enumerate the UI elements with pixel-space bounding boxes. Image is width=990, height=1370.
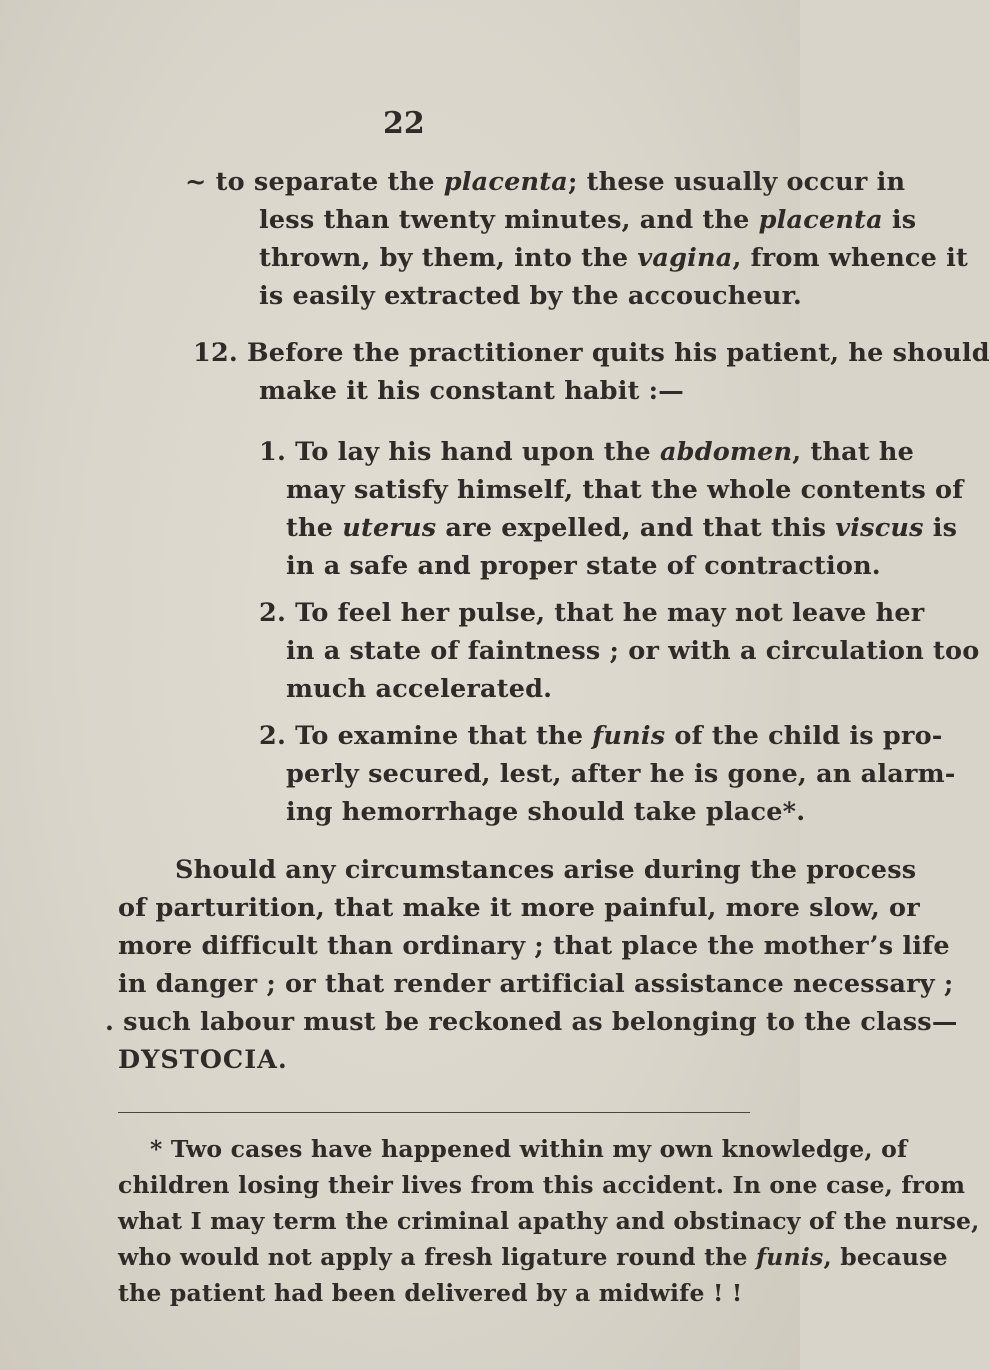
text-segment: ; these usually occur in — [567, 167, 906, 197]
text-line — [259, 205, 917, 235]
text-segment: is — [882, 205, 917, 235]
text-line — [259, 721, 943, 751]
text-line: 2. To feel her pulse, that he may not leave her — [259, 598, 925, 628]
text-line — [259, 437, 915, 467]
text-segment: , that he — [792, 437, 915, 467]
text-segment: thrown, by them, into the — [259, 243, 638, 273]
text-line: perly secured, lest, after he is gone, an alarm- — [286, 759, 956, 789]
text-line: in a safe and proper state of contraction. — [286, 551, 881, 581]
footnote-line: children losing their lives from this accident. In one case, from — [118, 1171, 966, 1199]
text-segment: who would not apply a fresh ligature round the — [118, 1243, 756, 1271]
italic-term: funis — [592, 721, 666, 751]
text-segment: the — [286, 513, 343, 543]
footnote-line: the patient had been delivered by a midwife ! ! — [118, 1279, 743, 1307]
text-segment: 2. To examine that the — [259, 721, 593, 751]
footnote-divider — [118, 1112, 750, 1113]
italic-term: uterus — [342, 513, 437, 543]
text-segment: 1. To lay his hand upon the — [259, 437, 660, 467]
text-segment: are expelled, and that this — [436, 513, 836, 543]
italic-term: vagina — [637, 243, 733, 273]
text-line: 12. Before the practitioner quits his patient, he should — [193, 338, 990, 368]
text-line: may satisfy himself, that the whole contents of — [286, 475, 964, 505]
text-line — [286, 513, 958, 543]
text-line: more difficult than ordinary ; that place the mother’s life — [118, 931, 950, 961]
italic-term: viscus — [835, 513, 924, 543]
italic-term: placenta — [443, 167, 568, 197]
dystocia-heading: DYSTOCIA. — [118, 1045, 288, 1075]
text-segment: less than twenty minutes, and the — [259, 205, 759, 235]
text-line: much accelerated. — [286, 674, 553, 704]
italic-term: abdomen — [659, 437, 793, 467]
text-line: make it his constant habit :— — [259, 376, 684, 406]
page-number: 22 — [383, 106, 425, 141]
text-segment: of the child is pro- — [665, 721, 943, 751]
text-line: of parturition, that make it more painful, more slow, or — [118, 893, 920, 923]
text-line: Should any circumstances arise during the process — [175, 855, 917, 885]
text-line — [259, 243, 969, 273]
footnote-line: * Two cases have happened within my own knowledge, of — [150, 1135, 908, 1163]
text-line: . such labour must be reckoned as belonging to the class— — [105, 1007, 958, 1037]
text-segment: ~ to separate the — [185, 167, 444, 197]
text-line: in danger ; or that render artificial assistance necessary ; — [118, 969, 954, 999]
footnote-line — [118, 1243, 948, 1271]
text-segment: is — [923, 513, 958, 543]
text-segment: , from whence it — [732, 243, 969, 273]
text-segment: , because — [823, 1243, 948, 1271]
text-line — [185, 167, 906, 197]
italic-term: placenta — [758, 205, 883, 235]
text-line: is easily extracted by the accoucheur. — [259, 281, 802, 311]
italic-term: funis — [755, 1243, 824, 1271]
text-line: in a state of faintness ; or with a circulation too — [286, 636, 980, 666]
text-line: ing hemorrhage should take place*. — [286, 797, 806, 827]
footnote-line: what I may term the criminal apathy and obstinacy of the nurse, — [118, 1207, 980, 1235]
